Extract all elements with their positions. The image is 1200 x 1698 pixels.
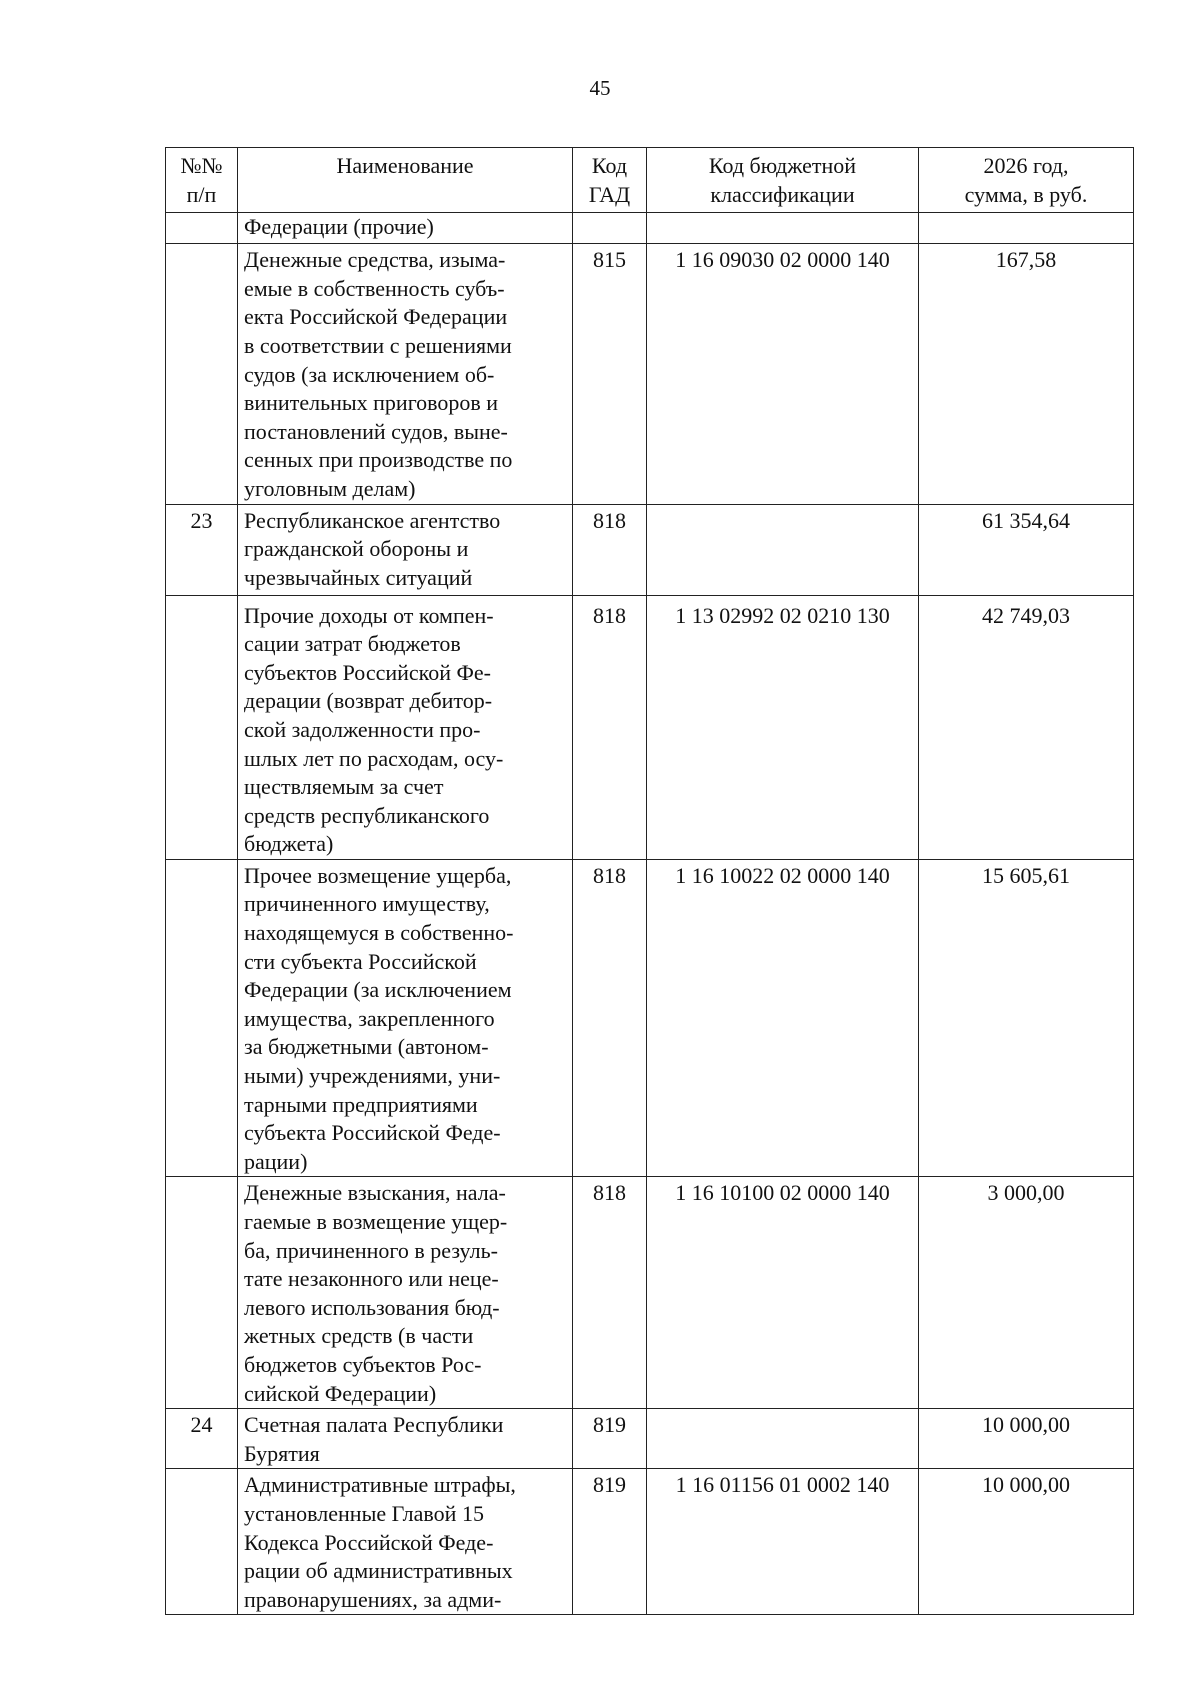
table-row (166, 1469, 1134, 1615)
cell-num: 24 (166, 1409, 238, 1469)
cell-name: Денежные взыскания, нала- гаемые в возмещение ущер- ба, причиненного в резуль- тате незаконного или неце- левого использования бюд- жетных средств (в части бюджетов субъектов Рос- сийской Федерации) (238, 1177, 573, 1409)
cell-code: 1 16 10100 02 0000 140 (647, 1177, 919, 1409)
cell-gad: 819 (573, 1469, 647, 1615)
cell-gad (573, 213, 647, 244)
budget-table (165, 147, 1134, 1615)
cell-code: 1 16 10022 02 0000 140 (647, 859, 919, 1177)
cell-gad: 818 (573, 1177, 647, 1409)
cell-code (647, 213, 919, 244)
cell-code: 1 16 09030 02 0000 140 (647, 244, 919, 504)
header-num: №№ п/п (166, 148, 238, 213)
cell-gad: 815 (573, 244, 647, 504)
header-gad: Код ГАД (573, 148, 647, 213)
table-row (166, 859, 1134, 1177)
cell-name: Федерации (прочие) (238, 213, 573, 244)
cell-num: 23 (166, 504, 238, 595)
header-name: Наименование (238, 148, 573, 213)
cell-num (166, 213, 238, 244)
page-number: 45 (589, 76, 611, 100)
header-code: Код бюджетной классификации (647, 148, 919, 213)
cell-num (166, 595, 238, 859)
table-row (166, 1177, 1134, 1409)
table-row (166, 595, 1134, 859)
cell-num (166, 859, 238, 1177)
cell-gad: 818 (573, 595, 647, 859)
cell-num (166, 1469, 238, 1615)
cell-name: Республиканское агентство гражданской обороны и чрезвычайных ситуаций (238, 504, 573, 595)
cell-name: Счетная палата Республики Бурятия (238, 1409, 573, 1469)
cell-sum: 15 605,61 (919, 859, 1134, 1177)
cell-sum (919, 213, 1134, 244)
table-row (166, 244, 1134, 504)
cell-name: Прочие доходы от компен- сации затрат бюджетов субъектов Российской Фе- дерации (возврат дебитор- ской задолженности про- шлых лет по расходам, осу- ществляемым за счет средств республиканского бюджета) (238, 595, 573, 859)
table-header-row (166, 148, 1134, 213)
cell-name: Прочее возмещение ущерба, причиненного имуществу, находящемуся в собственно- сти субъекта Российской Федерации (за исключением имущества, закрепленного за бюджетными (автоном- ными) учреждениями, уни- тарными предприятиями субъекта Российской Феде- рации) (238, 859, 573, 1177)
cell-name: Административные штрафы, установленные Главой 15 Кодекса Российской Феде- рации об административных правонарушениях, за адми- (238, 1469, 573, 1615)
cell-num (166, 1177, 238, 1409)
table-row (166, 213, 1134, 244)
header-sum: 2026 год, сумма, в руб. (919, 148, 1134, 213)
cell-code: 1 13 02992 02 0210 130 (647, 595, 919, 859)
cell-sum: 10 000,00 (919, 1409, 1134, 1469)
cell-sum: 3 000,00 (919, 1177, 1134, 1409)
table-row (166, 1409, 1134, 1469)
cell-code (647, 504, 919, 595)
cell-code: 1 16 01156 01 0002 140 (647, 1469, 919, 1615)
cell-gad: 818 (573, 504, 647, 595)
cell-gad: 819 (573, 1409, 647, 1469)
cell-gad: 818 (573, 859, 647, 1177)
cell-name: Денежные средства, изыма- емые в собственность субъ- екта Российской Федерации в соответствии с решениями судов (за исключением об- винительных приговоров и постановлений судов, выне- сенных при производстве по уголовным делам) (238, 244, 573, 504)
table-row (166, 504, 1134, 595)
cell-sum: 10 000,00 (919, 1469, 1134, 1615)
cell-sum: 167,58 (919, 244, 1134, 504)
cell-code (647, 1409, 919, 1469)
cell-sum: 42 749,03 (919, 595, 1134, 859)
cell-num (166, 244, 238, 504)
cell-sum: 61 354,64 (919, 504, 1134, 595)
